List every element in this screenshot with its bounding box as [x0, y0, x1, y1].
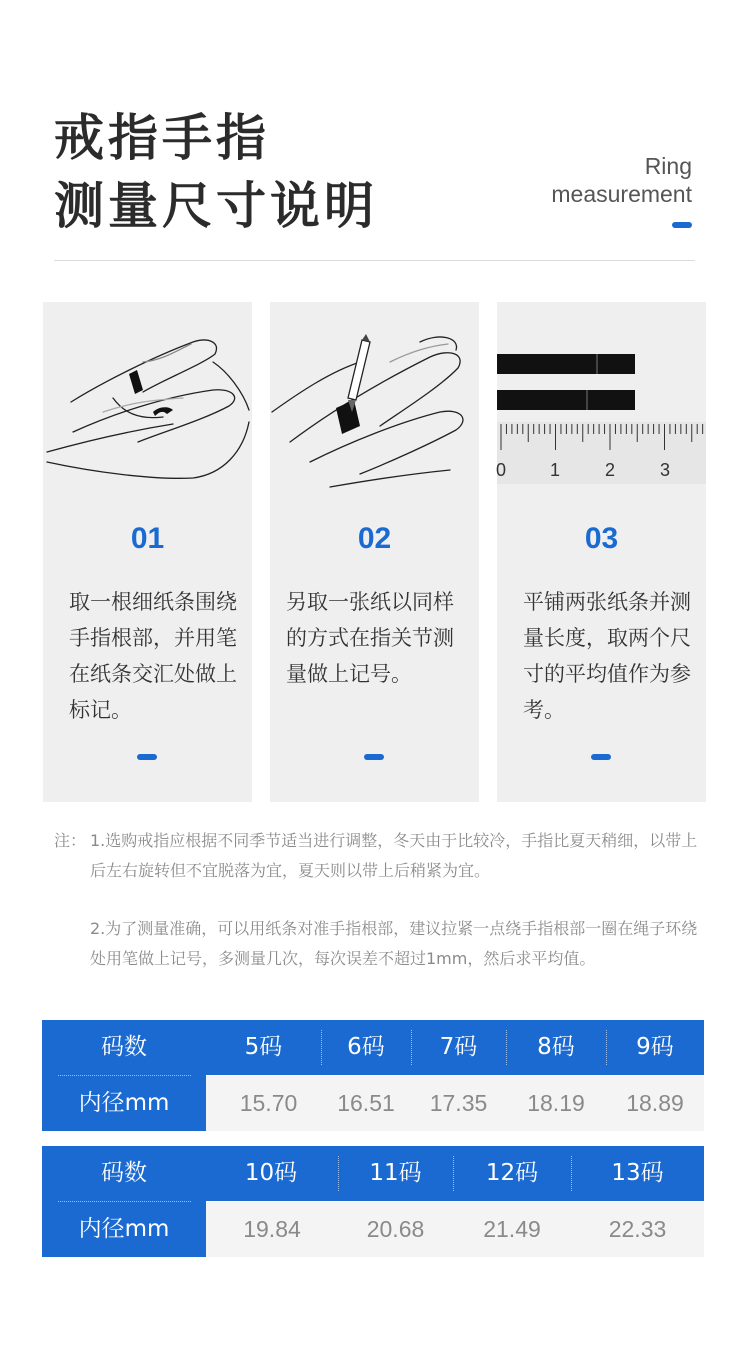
note-item-1: 1.选购戒指应根据不同季节适当进行调整，冬天由于比较冷，手指比夏天稍细，以带上后左右旋转但不宜脱落为宜，夏天则以带上后稍紧为宜。 [90, 831, 698, 880]
diameter-value-row [206, 1202, 704, 1257]
size-row-label: 码数 [101, 1034, 147, 1060]
size-cell: 10码 [244, 1160, 298, 1186]
card-accent-dash [137, 754, 157, 760]
diameter-cell: 18.89 [626, 1090, 684, 1116]
finger-pen-mark-illustration [270, 302, 479, 497]
english-subtitle-line-2: measurement [551, 181, 692, 207]
diameter-cell: 15.70 [239, 1090, 298, 1116]
diameter-cell: 17.35 [429, 1090, 488, 1116]
step-description: 另取一张纸以同样的方式在指关节测量做上记号。 [286, 590, 454, 686]
step-number: 02 [357, 522, 392, 555]
size-cell: 7码 [439, 1034, 478, 1060]
size-table-2 [42, 1146, 704, 1257]
header-accent-dash [672, 222, 692, 228]
size-cell: 8码 [537, 1034, 575, 1060]
ruler-label-0: 0 [495, 460, 507, 480]
diameter-cell: 18.19 [527, 1090, 585, 1116]
step-description: 取一根细纸条围绕手指根部，并用笔在纸条交汇处做上标记。 [69, 590, 237, 722]
row-label-column [42, 1146, 206, 1257]
finger-wrap-illustration [43, 302, 252, 497]
diameter-cell: 16.51 [337, 1090, 395, 1116]
size-header-row [206, 1146, 704, 1201]
ruler-label-1: 1 [549, 460, 561, 480]
card-accent-dash [364, 754, 384, 760]
notes-prefix: 注： [54, 831, 87, 850]
size-header-row [206, 1020, 704, 1075]
diameter-cell: 22.33 [608, 1216, 667, 1242]
page-title-line-2: 测量尺寸说明 [54, 177, 378, 235]
english-subtitle-line-1: Ring [644, 153, 692, 179]
size-cell: 13码 [611, 1160, 664, 1186]
ruler-label-2: 2 [604, 460, 616, 480]
size-cell: 5码 [244, 1034, 283, 1060]
header-divider [54, 260, 695, 261]
row-label-column [42, 1020, 206, 1131]
size-row-label: 码数 [101, 1160, 147, 1186]
step-card-1 [43, 302, 252, 802]
diameter-cell: 20.68 [366, 1216, 425, 1242]
step-number: 03 [584, 522, 619, 555]
size-cell: 12码 [485, 1160, 539, 1186]
diameter-cell: 19.84 [243, 1216, 301, 1242]
diameter-cell: 21.49 [483, 1216, 541, 1242]
size-cell: 9码 [636, 1034, 674, 1060]
note-item-2: 2.为了测量准确，可以用纸条对准手指根部，建议拉紧一点绕手指根部一圈在绳子环绕处用笔做上记号，多测量几次，每次误差不超过1mm，然后求平均值。 [90, 919, 698, 968]
page-title-line-1: 戒指手指 [54, 109, 270, 167]
ruler-measure-illustration [497, 302, 706, 497]
diameter-row-label: 内径mm [78, 1090, 170, 1116]
step-card-3 [497, 302, 706, 802]
size-cell: 6码 [347, 1034, 385, 1060]
step-card-2 [270, 302, 479, 802]
step-number: 01 [130, 522, 165, 555]
card-accent-dash [591, 754, 611, 760]
diameter-row-label: 内径mm [78, 1216, 170, 1242]
size-cell: 11码 [369, 1160, 422, 1186]
size-table-1 [42, 1020, 704, 1131]
diameter-value-row [206, 1076, 704, 1131]
step-description: 平铺两张纸条并测量长度，取两个尺寸的平均值作为参考。 [523, 590, 691, 722]
ruler-label-3: 3 [659, 460, 671, 480]
